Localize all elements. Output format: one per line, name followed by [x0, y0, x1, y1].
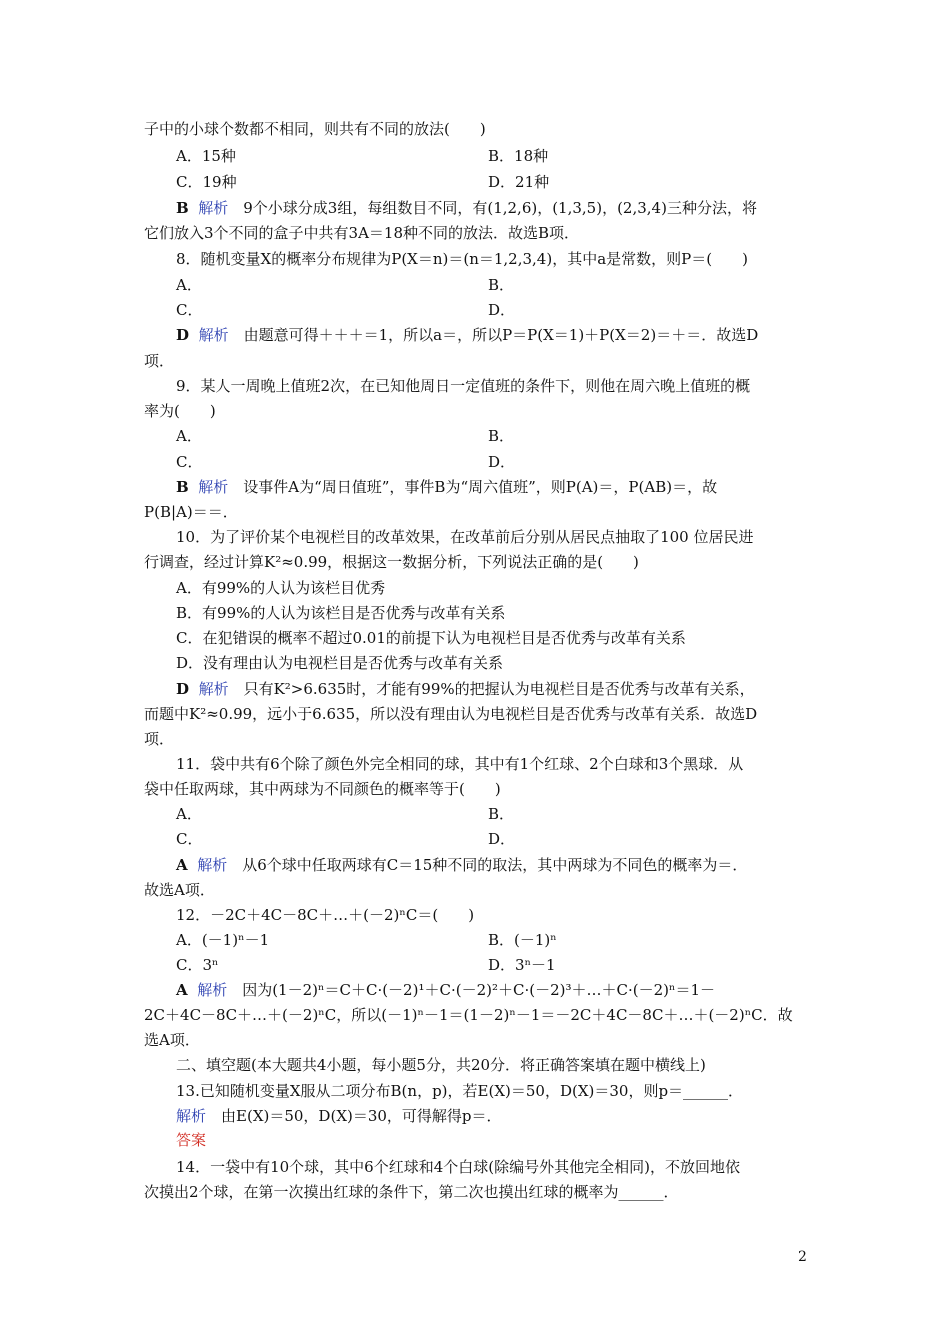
option-a: A． [176, 276, 202, 294]
solution-line [176, 855, 747, 875]
option-c: C．在犯错误的概率不超过0.01的前提下认为电视栏目是否优秀与改革有关系 [176, 629, 686, 647]
analysis-text: 从6个球中任取两球有C＝15种不同的取法，其中两球为不同色的概率为＝． [227, 856, 748, 874]
page-number: 2 [798, 1249, 807, 1265]
text-line: P(B|A)＝＝． [144, 503, 238, 521]
question-12: 12．－2C＋4C－8C＋…＋(－2)ⁿC＝( ) [176, 906, 475, 924]
text-line: 选A项． [144, 1031, 200, 1049]
text-line: 次摸出2个球，在第一次摸出红球的条件下，第二次也摸出红球的概率为______． [144, 1183, 679, 1201]
option-d: D． [488, 453, 516, 471]
option-b: B．18种 [488, 147, 549, 165]
option-b: B． [488, 805, 515, 823]
option-d: D．没有理由认为电视栏目是否优秀与改革有关系 [176, 654, 504, 672]
section-heading: 二、填空题(本大题共4小题，每小题5分，共20分．将正确答案填在题中横线上) [176, 1056, 706, 1074]
option-d: D．21种 [488, 173, 550, 191]
option-a: A．(－1)ⁿ－1 [176, 931, 270, 949]
text-line: 它们放入3个不同的盒子中共有3A＝18种不同的放法．故选B项． [144, 224, 580, 242]
option-b: B．有99%的人认为该栏目是否优秀与改革有关系 [176, 604, 506, 622]
option-d: D． [488, 830, 516, 848]
answer-letter: B [176, 478, 189, 496]
solution-line [176, 679, 755, 699]
analysis-text: 9个小球分成3组，每组数目不同，有(1,2,6)，(1,3,5)，(2,3,4)三种分法，将 [228, 199, 757, 217]
solution-line [176, 1106, 502, 1126]
analysis-text: 只有K²>6.635时，才能有99%的把握认为电视栏目是否优秀与改革有关系， [228, 680, 755, 698]
option-c: C．19种 [176, 173, 237, 191]
text-line: 故选A项． [144, 881, 215, 899]
option-b: B． [488, 427, 515, 445]
option-c: C． [176, 301, 203, 319]
text-line: 项． [144, 352, 175, 370]
analysis-text: 因为(1－2)ⁿ＝C＋C·(－2)¹＋C·(－2)²＋C·(－2)³＋…＋C·(－2)ⁿ＝1－ [227, 981, 716, 999]
solution-line [176, 325, 758, 345]
question-13: 13.已知随机变量X服从二项分布B(n，p)，若E(X)＝50，D(X)＝30，则p＝______． [176, 1082, 744, 1100]
analysis-label: 解析 [176, 1107, 207, 1125]
answer-label: 答案 [176, 1131, 207, 1149]
option-c: C．3ⁿ [176, 956, 219, 974]
solution-line [176, 477, 717, 497]
analysis-label: 解析 [198, 680, 229, 698]
solution-line [176, 980, 715, 1000]
answer-letter: A [176, 856, 188, 874]
analysis-label: 解析 [197, 981, 228, 999]
text-line: 2C＋4C－8C＋…＋(－2)ⁿC，所以(－1)ⁿ－1＝(1－2)ⁿ－1＝－2C＋4C－8C＋…＋(－2)ⁿC．故 [144, 1006, 793, 1024]
text-line: 子中的小球个数都不相同，则共有不同的放法( ) [144, 120, 486, 138]
option-d: D． [488, 301, 516, 319]
question-14: 14．一袋中有10个球，其中6个红球和4个白球(除编号外其他完全相同)，不放回地依 [176, 1158, 740, 1176]
question-10: 10．为了评价某个电视栏目的改革效果，在改革前后分别从居民点抽取了100 位居民进 [176, 528, 754, 546]
option-b: B．(－1)ⁿ [488, 931, 557, 949]
answer-letter: D [176, 680, 190, 698]
text-line: 行调查，经过计算K²≈0.99，根据这一数据分析，下列说法正确的是( ) [144, 553, 639, 571]
analysis-text: 由E(X)＝50，D(X)＝30，可得解得p＝． [206, 1107, 502, 1125]
analysis-label: 解析 [198, 199, 229, 217]
option-a: A． [176, 427, 202, 445]
option-b: B． [488, 276, 515, 294]
question-9: 9．某人一周晚上值班2次，在已知他周日一定值班的条件下，则他在周六晚上值班的概 [176, 377, 751, 395]
option-a: A．15种 [176, 147, 236, 165]
answer-letter: B [176, 199, 189, 217]
option-c: C． [176, 453, 203, 471]
option-a: A．有99%的人认为该栏目优秀 [176, 579, 386, 597]
analysis-label: 解析 [197, 856, 228, 874]
text-line: 项． [144, 730, 175, 748]
option-d: D．3ⁿ－1 [488, 956, 556, 974]
answer-letter: D [176, 326, 190, 344]
option-c: C． [176, 830, 203, 848]
text-line: 率为( ) [144, 402, 216, 420]
analysis-label: 解析 [198, 326, 229, 344]
question-8: 8．随机变量X的概率分布规律为P(X＝n)＝(n＝1,2,3,4)，其中a是常数，则P＝( ) [176, 250, 748, 268]
answer-letter: A [176, 981, 188, 999]
solution-line [176, 198, 757, 218]
analysis-text: 设事件A为“周日值班”，事件B为“周六值班”，则P(A)＝，P(AB)＝，故 [228, 478, 718, 496]
question-11: 11．袋中共有6个除了颜色外完全相同的球，其中有1个红球、2个白球和3个黑球．从 [176, 755, 744, 773]
analysis-text: 由题意可得＋＋＋＝1，所以a＝，所以P＝P(X＝1)＋P(X＝2)＝＋＝．故选D [228, 326, 759, 344]
analysis-label: 解析 [198, 478, 229, 496]
option-a: A． [176, 805, 202, 823]
text-line: 袋中任取两球，其中两球为不同颜色的概率等于( ) [144, 780, 501, 798]
text-line: 而题中K²≈0.99，远小于6.635，所以没有理由认为电视栏目是否优秀与改革有关系．故选D [144, 705, 758, 723]
